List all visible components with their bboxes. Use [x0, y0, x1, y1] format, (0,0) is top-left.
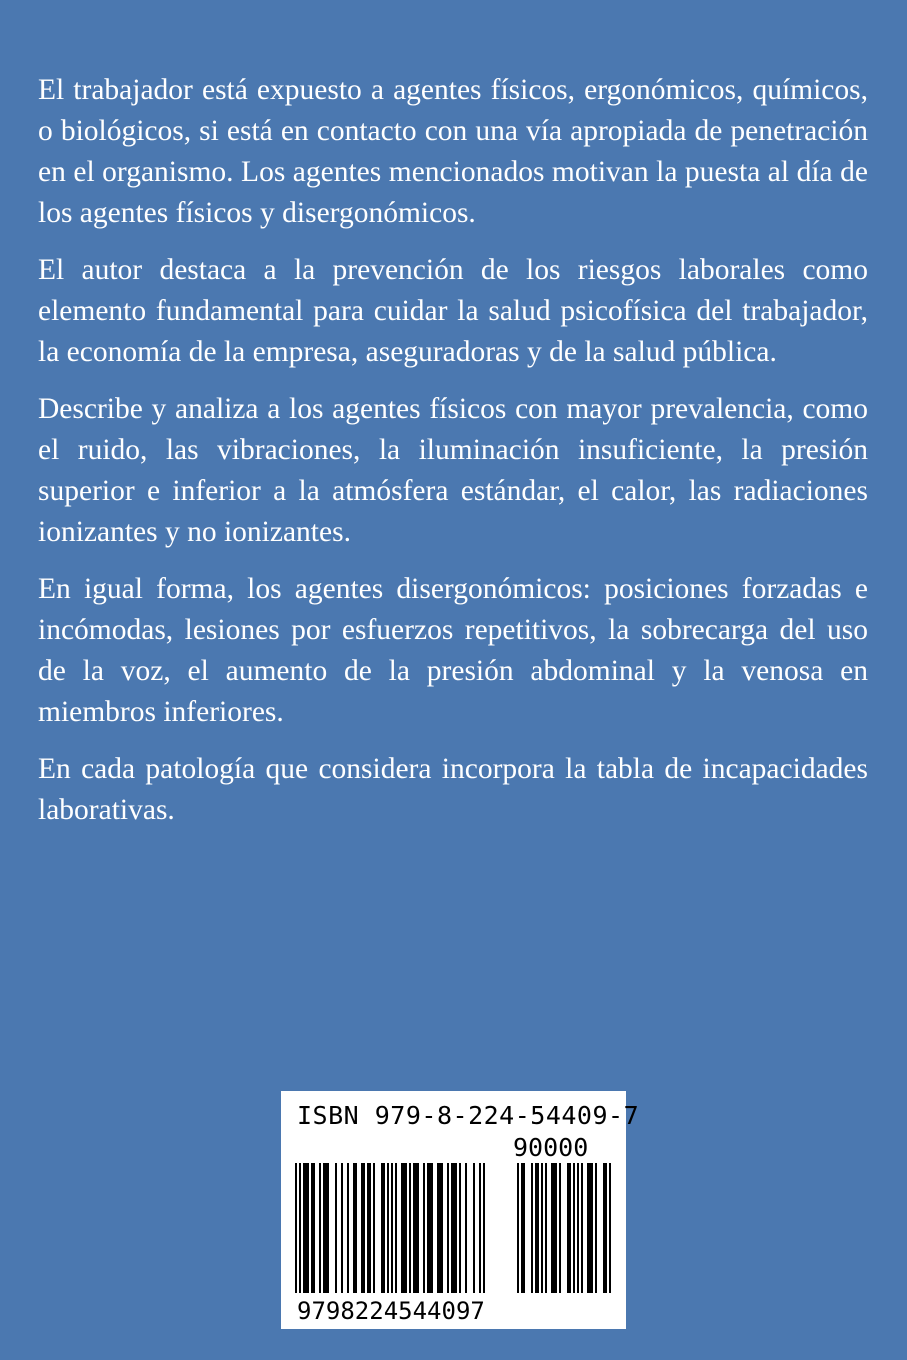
addon-bar: [521, 1163, 525, 1293]
barcode-bar: [423, 1163, 425, 1293]
price-code: 90000: [513, 1133, 589, 1162]
barcode-bar: [381, 1163, 385, 1293]
blurb-paragraph-4: En igual forma, los agentes disergonómicos: posiciones forzadas e incómodas, lesiones por esfuerzos repetitivos, la sobrecarga del uso de la voz, el aumento de la presión abdominal y la venosa en miembros inferiores.: [38, 573, 868, 728]
barcode-bar: [367, 1163, 371, 1293]
barcode-bar: [341, 1163, 343, 1293]
addon-bar: [587, 1163, 593, 1293]
barcode-bar: [413, 1163, 419, 1293]
isbn-barcode: [281, 1091, 640, 1329]
barcode-bar: [451, 1163, 457, 1293]
barcode-bar: [319, 1163, 321, 1293]
addon-bar: [541, 1163, 543, 1293]
blurb-text: [38, 70, 868, 847]
addon-bar: [517, 1163, 519, 1293]
addon-bar: [577, 1163, 579, 1293]
barcode-bar: [347, 1163, 349, 1293]
barcode-bar: [473, 1163, 475, 1293]
barcode-bar: [479, 1163, 481, 1293]
addon-bar: [545, 1163, 547, 1293]
ean-digits: 9798224544097: [297, 1297, 485, 1325]
addon-bar: [581, 1163, 583, 1293]
barcode-bar: [295, 1163, 297, 1293]
barcode-bar: [447, 1163, 449, 1293]
addon-bar: [551, 1163, 557, 1293]
barcode-bar: [303, 1163, 309, 1293]
addon-bar: [535, 1163, 539, 1293]
barcode-bar: [427, 1163, 433, 1293]
barcode-bar: [483, 1163, 485, 1293]
addon-bar: [595, 1163, 597, 1293]
addon-bar: [573, 1163, 575, 1293]
isbn-label: ISBN 979-8-224-54409-7: [297, 1101, 640, 1130]
blurb-paragraph-1: El trabajador está expuesto a agentes físicos, ergonómicos, químicos, o biológicos, si está en contacto con una vía apropiada de penetración en el organismo. Los agentes mencionados motivan la puesta al día de los agentes físicos y disergonómicos.: [38, 74, 868, 229]
barcode-bar: [353, 1163, 357, 1293]
barcode-bar: [401, 1163, 407, 1293]
barcode-bar: [311, 1163, 315, 1293]
barcode-bar: [465, 1163, 467, 1293]
barcode-bar: [373, 1163, 375, 1293]
addon-bars: [517, 1163, 611, 1293]
addon-bar: [603, 1163, 607, 1293]
barcode-bar: [409, 1163, 411, 1293]
barcode-bar: [391, 1163, 393, 1293]
barcode-bar: [361, 1163, 365, 1293]
ean-bars: [295, 1163, 485, 1293]
barcode-bar: [335, 1163, 337, 1293]
barcode-bar: [323, 1163, 329, 1293]
barcode-bar: [387, 1163, 389, 1293]
addon-bar: [531, 1163, 533, 1293]
addon-bar: [559, 1163, 561, 1293]
blurb-paragraph-3: Describe y analiza a los agentes físicos con mayor prevalencia, como el ruido, las vibraciones, la iluminación insuficiente, la presión superior e inferior a la atmósfera estándar, el calor, las radiaciones ionizantes y no ionizantes.: [38, 393, 868, 548]
barcode-bar: [437, 1163, 443, 1293]
addon-bar: [567, 1163, 571, 1293]
barcode-bar: [395, 1163, 397, 1293]
barcode-bar: [459, 1163, 461, 1293]
blurb-paragraph-2: El autor destaca a la prevención de los riesgos laborales como elemento fundamental para cuidar la salud psicofísica del trabajador, la economía de la empresa, aseguradoras y de la salud pública.: [38, 254, 868, 368]
blurb-paragraph-5: En cada patología que considera incorpora la tabla de incapacidades laborativas.: [38, 753, 868, 826]
addon-bar: [609, 1163, 611, 1293]
barcode-bar: [299, 1163, 301, 1293]
